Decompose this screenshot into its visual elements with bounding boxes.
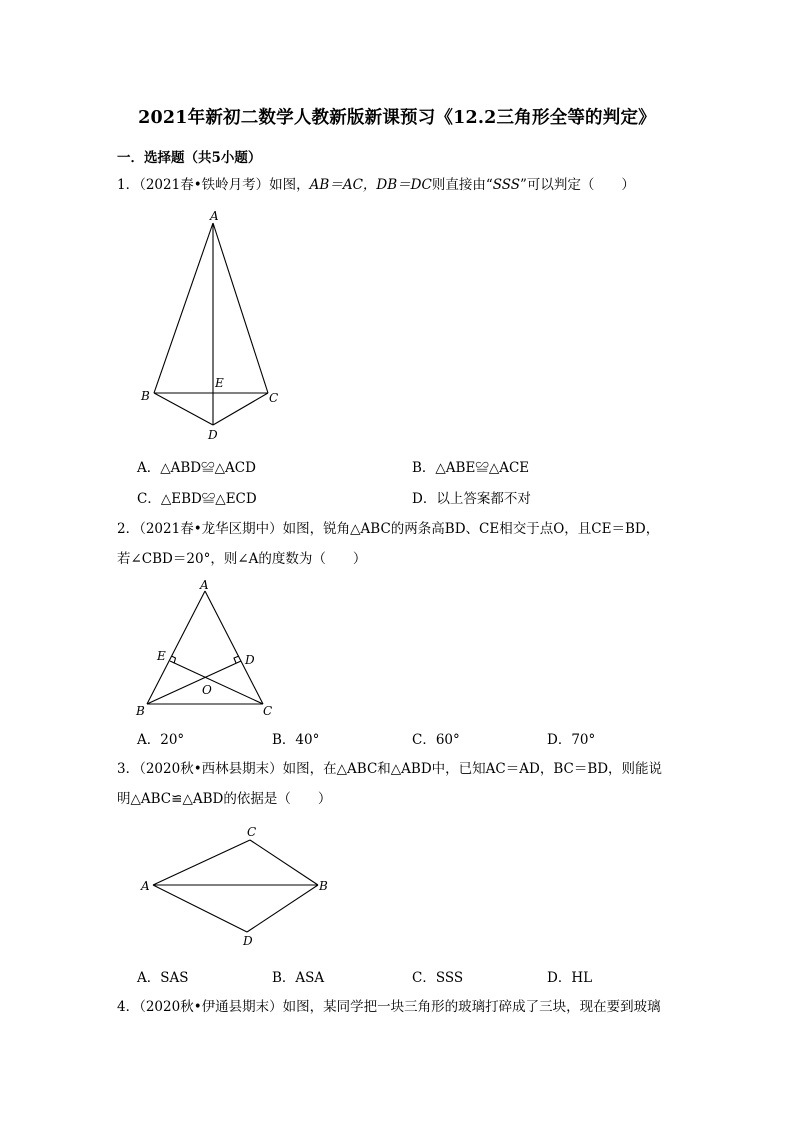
q3-option-b[interactable]: B．ASA: [272, 970, 325, 986]
q3-figure: [135, 820, 340, 950]
question-1-stem: [117, 174, 687, 196]
q1-segment-ac: [213, 223, 268, 393]
q2-label-c: C: [263, 704, 273, 718]
q1-stem-condition: AB＝AC，DB＝DC: [309, 177, 432, 193]
question-3-line1: 3．（2020秋•西林县期末）如图，在△ABC和△ABD中，已知AC＝AD，BC＝BD，则能说: [117, 761, 663, 777]
q3-segment-ac: [153, 840, 250, 885]
q2-altitude-bd: [147, 661, 241, 704]
q1-figure: [130, 205, 300, 445]
q3-label-a: A: [141, 879, 150, 893]
q3-segment-ad: [153, 885, 247, 932]
q1-stem-sss: SSS: [492, 177, 521, 193]
q2-altitude-ce: [170, 661, 263, 704]
question-3-line2: 明△ABC≌△ABD的依据是（ ）: [117, 791, 332, 807]
page-title: 2021年新初二数学人教新版新课预习《12.2三角形全等的判定》: [138, 108, 656, 128]
q1-label-a: A: [210, 209, 219, 223]
q1-segment-bd: [154, 393, 213, 425]
q3-label-c: C: [247, 825, 257, 839]
q2-label-a: A: [200, 578, 209, 592]
q3-option-c[interactable]: C．SSS: [412, 970, 464, 986]
q2-label-e: E: [157, 649, 166, 663]
q1-stem-mid: 则直接由“: [431, 177, 493, 193]
q3-option-d[interactable]: D．HL: [547, 970, 593, 986]
section-heading: 一．选择题（共5小题）: [117, 150, 262, 166]
q1-stem-end: ”可以判定（ ）: [520, 177, 635, 193]
q2-segment-ac: [205, 591, 263, 704]
q2-option-c[interactable]: C．60°: [412, 732, 460, 748]
q1-label-b: B: [141, 389, 150, 403]
q2-label-b: B: [136, 704, 145, 718]
q1-segment-cd: [213, 393, 268, 425]
q1-option-a[interactable]: A．△ABD≌△ACD: [137, 460, 256, 476]
q3-segment-bd: [247, 885, 318, 932]
q1-option-d[interactable]: D．以上答案都不对: [412, 491, 531, 507]
q1-option-c[interactable]: C．△EBD≌△ECD: [137, 491, 257, 507]
question-2-line1: 2．（2021春•龙华区期中）如图，锐角△ABC的两条高BD、CE相交于点O，且CE＝BD，: [117, 521, 660, 537]
question-2-line2: 若∠CBD＝20°，则∠A的度数为（ ）: [117, 551, 367, 567]
q2-option-d[interactable]: D．70°: [547, 732, 596, 748]
q2-label-d: D: [245, 653, 255, 667]
q3-option-a[interactable]: A．SAS: [137, 970, 189, 986]
q1-option-b[interactable]: B．△ABE≌△ACE: [412, 460, 530, 476]
q1-stem-source: 1．（2021春•铁岭月考）如图，: [117, 177, 310, 193]
q3-label-d: D: [243, 934, 253, 948]
q3-label-b: B: [319, 879, 328, 893]
q3-segment-bc: [250, 840, 318, 885]
q2-label-o: O: [202, 683, 212, 697]
question-4-line1: 4．（2020秋•伊通县期末）如图，某同学把一块三角形的玻璃打碎成了三块，现在要到玻璃: [117, 999, 661, 1015]
q2-option-a[interactable]: A．20°: [137, 732, 185, 748]
q2-option-b[interactable]: B．40°: [272, 732, 320, 748]
q1-label-e: E: [215, 376, 224, 390]
q2-figure: [130, 577, 290, 722]
q2-segment-ab: [147, 591, 205, 704]
q1-label-c: C: [269, 391, 279, 405]
q1-segment-ab: [154, 223, 213, 393]
q1-label-d: D: [208, 428, 218, 442]
